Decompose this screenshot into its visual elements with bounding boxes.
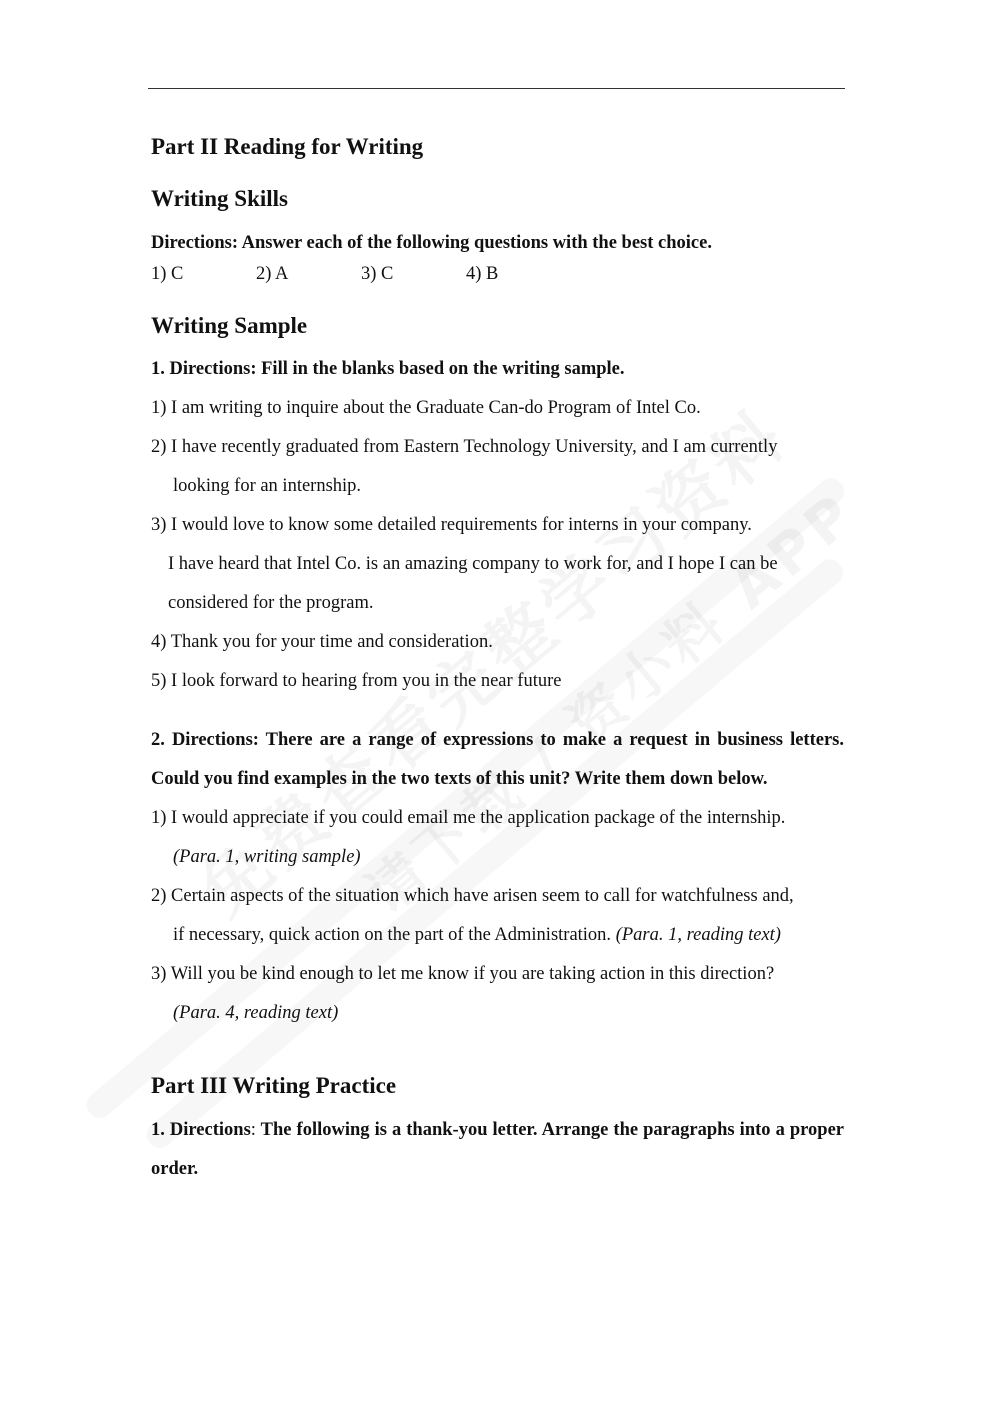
item-line: if necessary, quick action on the part of the Administration. <box>173 925 612 945</box>
page-content <box>151 128 844 1189</box>
directions-text: The following is a thank-you letter. Arrange the paragraphs into a proper order. <box>151 1120 845 1179</box>
writing-sample-heading: Writing Sample <box>151 313 308 338</box>
item-line: considered for the program. <box>168 593 374 613</box>
answer-2: 2) A <box>256 264 289 284</box>
sample-q1-directions: 1. Directions: Fill in the blanks based on the writing sample. <box>151 359 625 379</box>
writing-skills-heading: Writing Skills <box>151 186 288 211</box>
directions-label: 1. Directions <box>151 1120 251 1140</box>
sample-q1-item-2 <box>151 428 844 506</box>
item-line: I have heard that Intel Co. is an amazing company to work for, and I hope I can be <box>168 554 778 574</box>
part2-title: Part II Reading for Writing <box>151 134 424 159</box>
header-rule <box>148 88 845 89</box>
item-line: 2) Certain aspects of the situation which have arisen seem to call for watchfulness and, <box>151 886 794 906</box>
item-line: 2) I have recently graduated from Eastern Technology University, and I am currently <box>151 437 778 457</box>
sample-q1-item-5: 5) I look forward to hearing from you in the near future <box>151 671 562 691</box>
sample-q1-item-1: 1) I am writing to inquire about the Graduate Can-do Program of Intel Co. <box>151 398 701 418</box>
item-source: (Para. 1, writing sample) <box>173 847 361 867</box>
writing-skills-directions: Directions: Answer each of the following questions with the best choice. <box>151 233 712 253</box>
answer-1: 1) C <box>151 264 184 284</box>
item-source: (Para. 4, reading text) <box>173 1003 339 1023</box>
item-line: 1) I would appreciate if you could email me the application package of the internship. <box>151 808 786 828</box>
sample-q2-directions: 2. Directions: There are a range of expressions to make a request in business letters. Could you find examples in the two texts of this unit? Write them down below. <box>151 730 844 789</box>
answer-4: 4) B <box>466 264 499 284</box>
directions-colon: : <box>250 1120 256 1140</box>
part3-q1-directions <box>151 1111 844 1189</box>
sample-q1-item-3 <box>151 506 844 623</box>
answer-3: 3) C <box>361 264 394 284</box>
sample-q2-item-3 <box>151 955 844 1033</box>
sample-q2-item-2 <box>151 877 844 955</box>
item-line: 3) Will you be kind enough to let me know if you are taking action in this direction? <box>151 964 775 984</box>
item-line-wrap <box>151 916 844 955</box>
item-line: looking for an internship. <box>173 476 362 496</box>
sample-q1-item-4: 4) Thank you for your time and consideration. <box>151 632 493 652</box>
item-line: 3) I would love to know some detailed requirements for interns in your company. <box>151 515 752 535</box>
answer-row <box>151 259 844 289</box>
part3-title: Part III Writing Practice <box>151 1073 397 1098</box>
item-source: (Para. 1, reading text) <box>615 925 781 945</box>
sample-q2-item-1 <box>151 799 844 877</box>
